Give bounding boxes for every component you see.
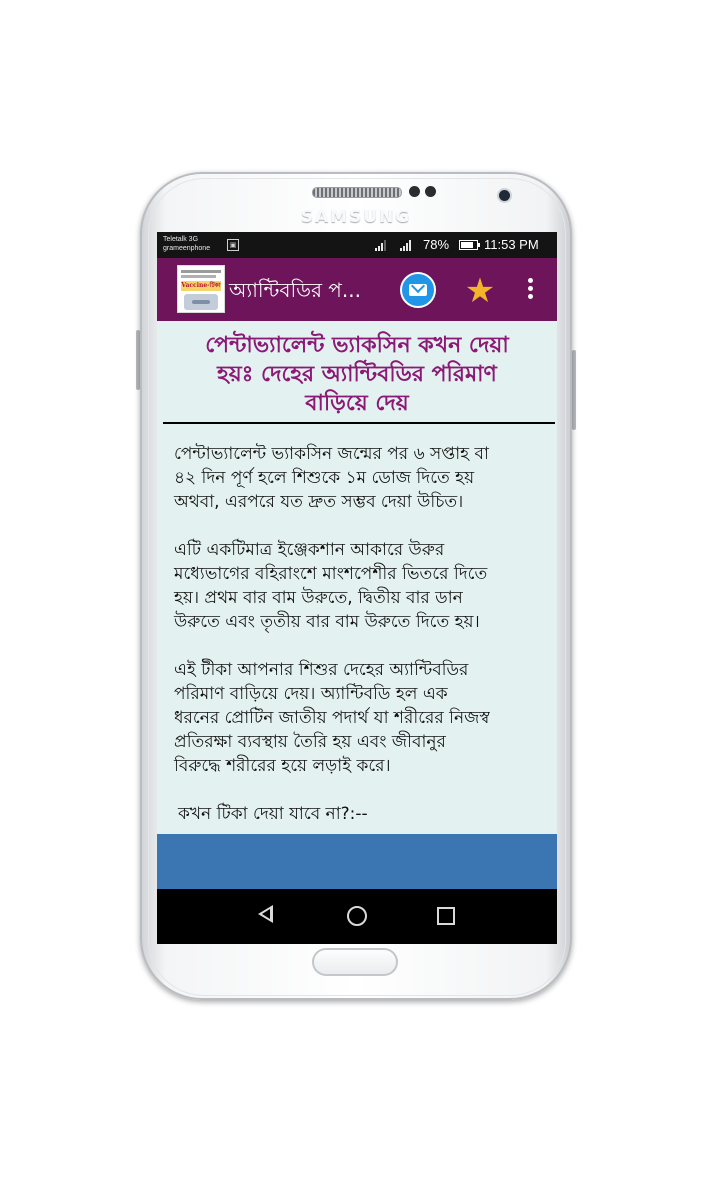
light-sensor (425, 186, 436, 197)
text-line: এটি একটিমাত্র ইঞ্জেকশান আকারে উরুর (174, 540, 445, 560)
favorite-star-icon[interactable]: ★ (464, 271, 496, 311)
back-icon[interactable] (258, 905, 273, 923)
paragraph-injection-site (174, 538, 549, 634)
recents-icon[interactable] (437, 907, 455, 925)
heading-line: হয়ঃ দেহের অ্যান্টিবডির পরিমাণ (217, 362, 497, 387)
carrier-line-1: Teletalk 3G (163, 236, 199, 243)
text-line: উরুতে এবং তৃতীয় বার বাম উরুতে দিতে হয়। (174, 612, 480, 632)
text-line: অথবা, এরপরে যত দ্রুত সম্ভব দেয়া উচিত। (174, 492, 464, 512)
logo-line (181, 270, 221, 273)
heading-divider (163, 422, 555, 424)
paragraph-antibody (174, 658, 549, 778)
syringe-icon (184, 294, 218, 310)
carrier-info (163, 235, 210, 253)
text-line: ধরনের প্রোটিন জাতীয় পদার্থ যা শরীরের নিজস্ব (174, 708, 490, 728)
status-bar (157, 232, 557, 258)
battery-percent: 78% (423, 237, 450, 252)
app-title: অ্যান্টিবডির প... (229, 278, 361, 302)
power-button (572, 350, 576, 430)
proximity-sensor (409, 186, 420, 197)
article-heading (157, 331, 557, 418)
signal-icon-2 (400, 240, 411, 251)
earpiece-speaker (312, 187, 402, 198)
article-body (174, 442, 549, 850)
text-line: বিরুদ্ধে শরীরের হয়ে লড়াই করে। (174, 756, 391, 776)
text-line: হয়। প্রথম বার বাম উরুতে, দ্বিতীয় বার ডান (174, 588, 463, 608)
more-vert-icon[interactable] (523, 275, 537, 305)
front-camera (499, 190, 510, 201)
app-logo[interactable] (177, 265, 225, 313)
envelope-icon (409, 284, 427, 296)
paragraph-dose-timing (174, 442, 549, 514)
text-line: পরিমাণ বাড়িয়ে দেয়। অ্যান্টিবডি হল এক (174, 684, 448, 704)
hardware-home-button[interactable] (312, 948, 398, 976)
text-line: ৪২ দিন পূর্ণ হলে শিশুকে ১ম ডোজ দিতে হয় (174, 468, 475, 488)
message-button[interactable] (400, 272, 436, 308)
app-bar (157, 258, 557, 321)
carrier-line-2: grameenphone (163, 245, 211, 252)
signal-icon-1 (375, 240, 386, 251)
screen (157, 232, 557, 944)
logo-line (181, 275, 216, 278)
question-heading: কখন টিকা দেয়া যাবে না?:-- (178, 804, 368, 824)
device-brand: SAMSUNG (300, 207, 412, 227)
text-line: প্রতিরক্ষা ব্যবস্থায় তৈরি হয় এবং জীবানুর (174, 732, 446, 752)
ad-banner[interactable] (157, 834, 557, 889)
heading-line: পেন্টাভ্যালেন্ট ভ্যাকসিন কখন দেয়া (205, 333, 509, 358)
home-icon[interactable] (347, 906, 367, 926)
text-line: এই টীকা আপনার শিশুর দেহের অ্যান্টিবডির (174, 660, 469, 680)
status-clock: 11:53 PM (484, 237, 539, 252)
battery-level-fill (461, 242, 473, 248)
image-notification-icon: ▣ (227, 239, 239, 251)
text-line: পেন্টাভ্যালেন্ট ভ্যাকসিন জন্মের পর ৬ সপ্তাহ বা (174, 444, 489, 464)
heading-line: বাড়িয়ে দেয় (305, 391, 409, 416)
text-line: মধ্যেভাগের বহিরাংশে মাংশপেশীর ভিতরে দিতে (174, 564, 488, 584)
logo-banner-text: Vaccine-টিকা (181, 282, 221, 289)
navigation-bar (157, 889, 557, 944)
battery-icon (459, 240, 478, 250)
